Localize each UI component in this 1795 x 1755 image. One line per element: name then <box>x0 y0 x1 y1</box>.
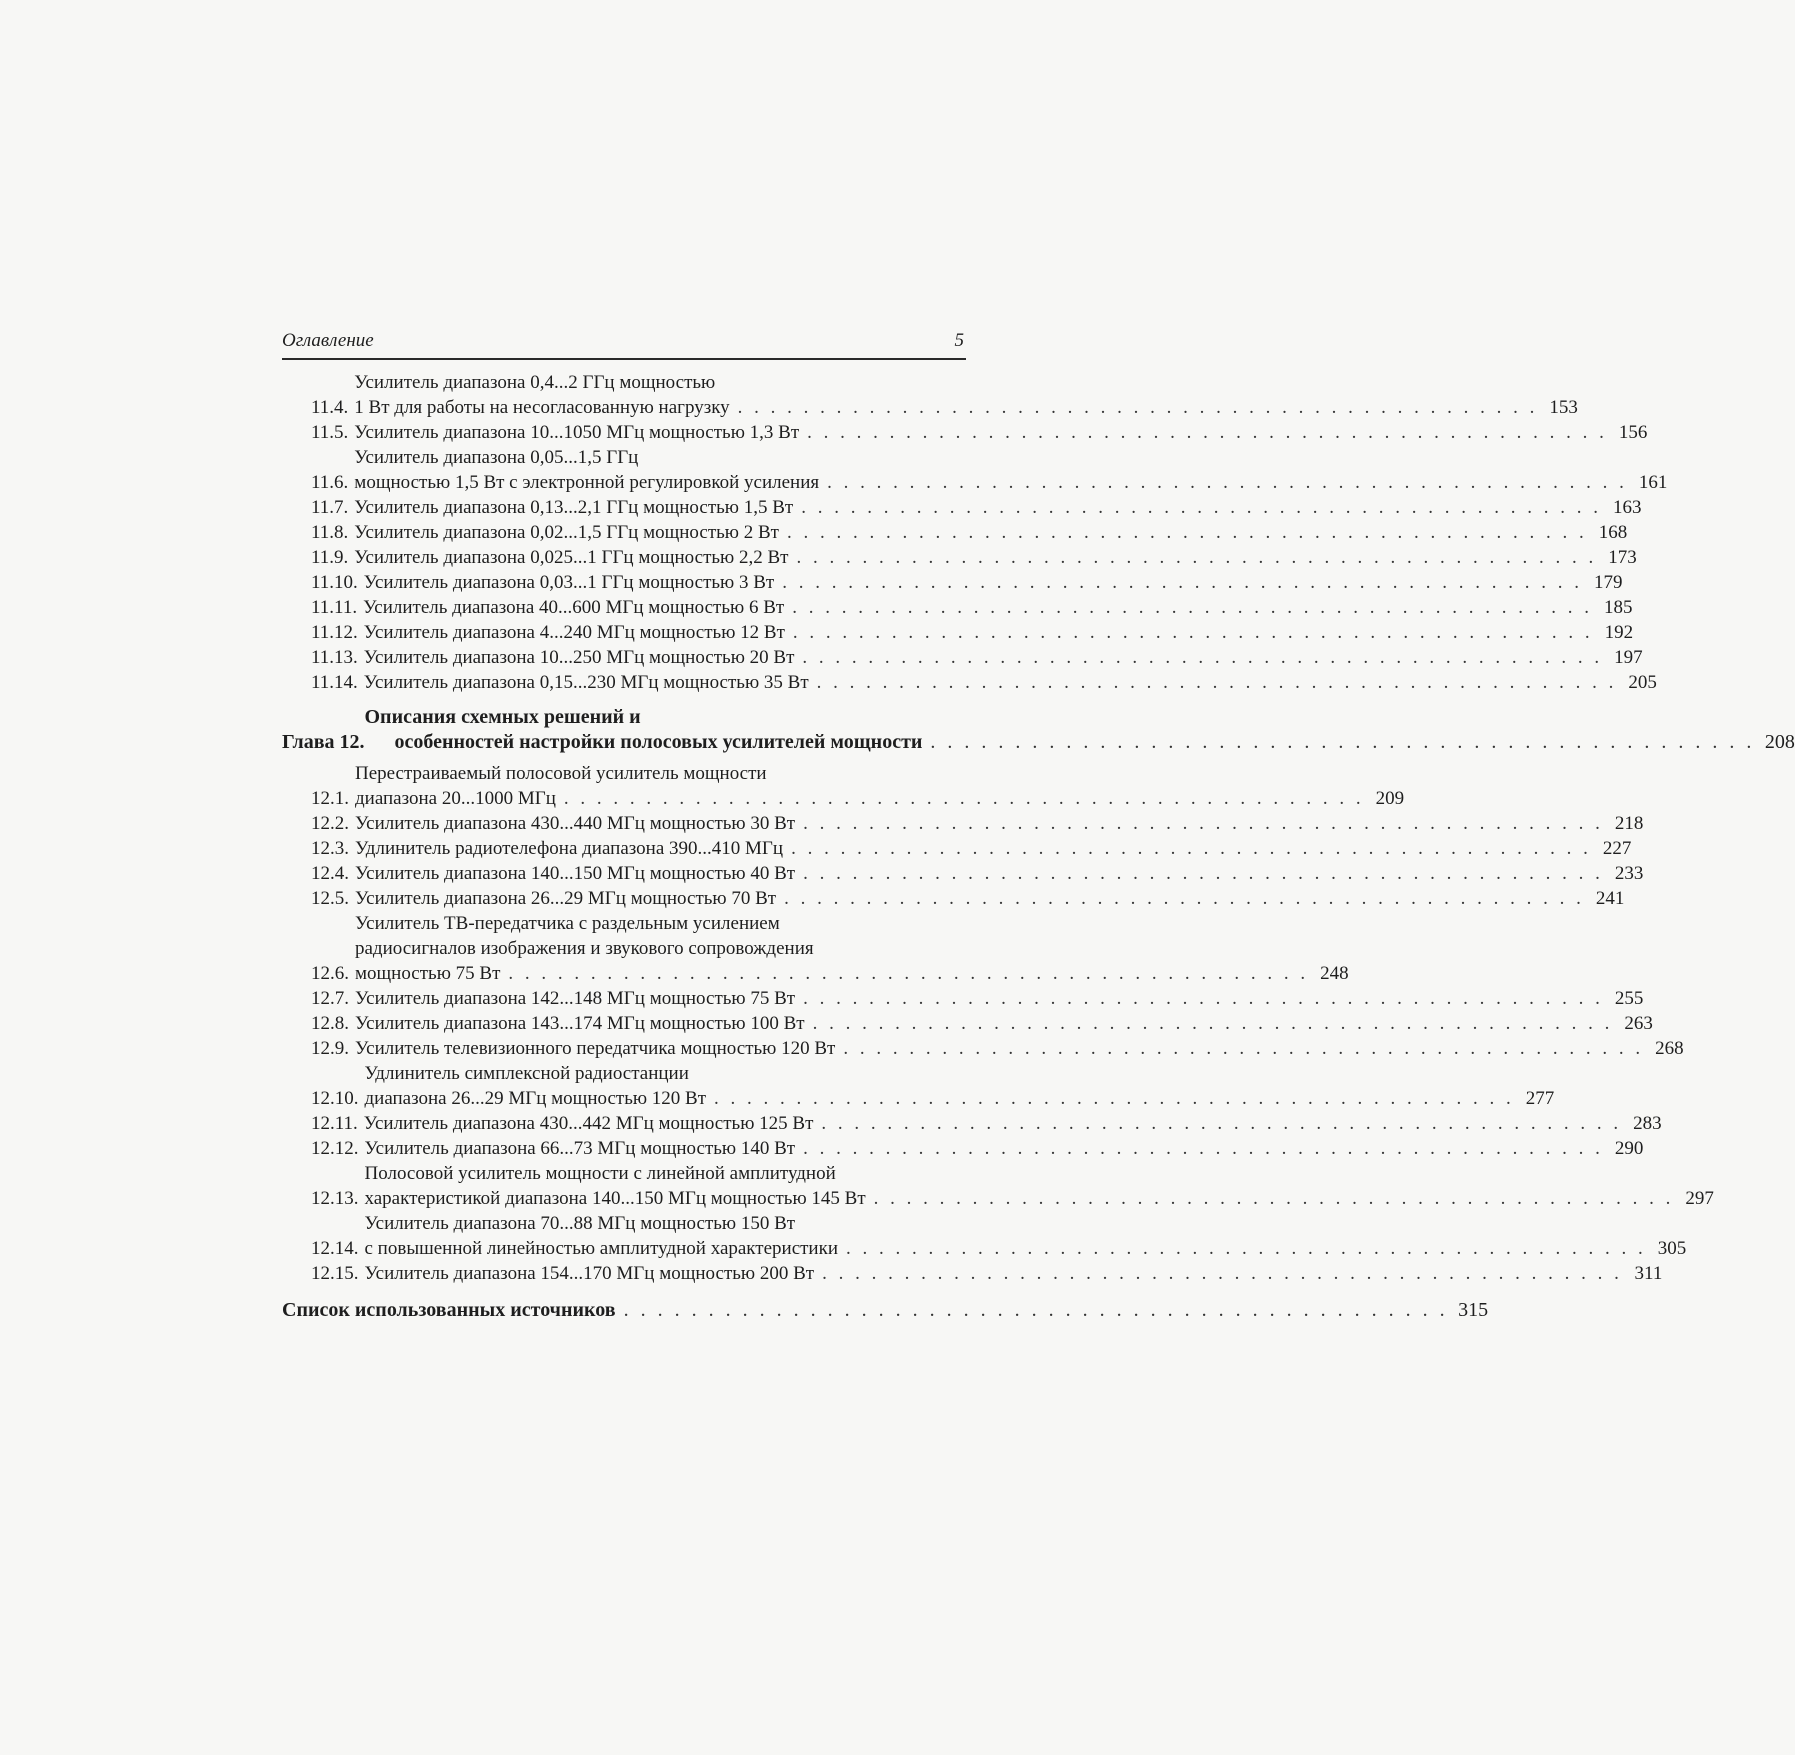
toc-entry-number: 12.1. <box>311 788 349 809</box>
leader-dots: . . . . . . . . . . . . . . . . . . . . . . . . . . . . . . . . . . . . . . . . . . . . . . . . . <box>807 422 1608 443</box>
toc-page-number: 248 <box>1320 963 1349 984</box>
toc-entry-title-line: Усилитель диапазона 4...240 МГц мощностью 12 Вт <box>363 622 785 643</box>
toc-page-number: 205 <box>1628 672 1657 693</box>
toc-section[interactable] <box>282 1011 1653 1036</box>
toc-page-number: 185 <box>1603 597 1633 618</box>
toc-page-number: 163 <box>1612 497 1642 518</box>
leader-dots: . . . . . . . . . . . . . . . . . . . . . . . . . . . . . . . . . . . . . . . . . . . . . . . . . <box>873 1188 1674 1209</box>
leader-dots: . . . . . . . . . . . . . . . . . . . . . . . . . . . . . . . . . . . . . . . . . . . . . . . . . <box>801 497 1602 518</box>
toc-entry-number: 11.10. <box>311 572 358 593</box>
toc-entry-title-line: Усилитель диапазона 0,03...1 ГГц мощностью 3 Вт <box>363 572 775 593</box>
toc-entry-number: 12.6. <box>311 963 349 984</box>
toc-entry-title-line: Удлинитель радиотелефона диапазона 390...410 МГц <box>355 838 784 859</box>
toc-entry-number: 12.7. <box>311 988 349 1009</box>
toc-entry-title-line: с повышенной линейностью амплитудной характеристики <box>364 1238 838 1259</box>
page-number: 5 <box>954 330 964 351</box>
toc-entry-number: 12.12. <box>311 1138 359 1159</box>
toc-entry-number: 11.11. <box>311 597 358 618</box>
toc-page-number: 268 <box>1655 1038 1684 1059</box>
toc-entry-number: 12.9. <box>311 1038 349 1059</box>
toc-section[interactable] <box>282 836 1632 861</box>
toc-section[interactable] <box>282 595 1633 620</box>
toc-section[interactable] <box>282 1111 1662 1136</box>
toc-entry-number: 11.9. <box>311 547 349 568</box>
toc-entry-title-line: 1 Вт для работы на несогласованную нагрузку <box>354 397 730 418</box>
leader-dots: . . . . . . . . . . . . . . . . . . . . . . . . . . . . . . . . . . . . . . . . . . . . . . . . . <box>508 963 1309 984</box>
leader-dots: . . . . . . . . . . . . . . . . . . . . . . . . . . . . . . . . . . . . . . . . . . . . . . . . . <box>827 472 1628 493</box>
toc-page-number: 311 <box>1634 1263 1663 1284</box>
toc-entry-title-line: Описания схемных решений и <box>364 706 641 728</box>
toc-entry-title-line: Усилитель диапазона 66...73 МГц мощностью 140 Вт <box>364 1138 796 1159</box>
toc-page-number: 179 <box>1593 572 1623 593</box>
leader-dots: . . . . . . . . . . . . . . . . . . . . . . . . . . . . . . . . . . . . . . . . . . . . . . . . . <box>822 1263 1623 1284</box>
toc-entry-number: 11.8. <box>311 522 349 543</box>
toc-section[interactable] <box>282 520 1628 545</box>
toc-section[interactable] <box>282 811 1644 836</box>
toc-section[interactable] <box>282 420 1648 445</box>
toc-page-number: 161 <box>1638 472 1668 493</box>
toc-entry-title-line: Усилитель диапазона 430...442 МГц мощностью 125 Вт <box>363 1113 814 1134</box>
toc-section[interactable] <box>282 445 1668 495</box>
toc-section[interactable] <box>282 861 1644 886</box>
leader-dots: . . . . . . . . . . . . . . . . . . . . . . . . . . . . . . . . . . . . . . . . . . . . . . . . . <box>791 838 1592 859</box>
toc-page-number: 153 <box>1549 397 1578 418</box>
toc-entry-title-line: Усилитель диапазона 0,15...230 МГц мощностью 35 Вт <box>363 672 809 693</box>
toc-page-number: 315 <box>1458 1299 1489 1321</box>
toc-page-number: 209 <box>1375 788 1405 809</box>
toc-page-number: 241 <box>1595 888 1625 909</box>
leader-dots: . . . . . . . . . . . . . . . . . . . . . . . . . . . . . . . . . . . . . . . . . . . . . . . . . <box>843 1038 1644 1059</box>
leader-dots: . . . . . . . . . . . . . . . . . . . . . . . . . . . . . . . . . . . . . . . . . . . . . . . . . <box>803 988 1604 1009</box>
toc-entry-title-line: Усилитель диапазона 70...88 МГц мощностью 150 Вт <box>364 1213 796 1234</box>
toc-entry-title-line: Усилитель диапазона 26...29 МГц мощностью 70 Вт <box>355 888 777 909</box>
leader-dots: . . . . . . . . . . . . . . . . . . . . . . . . . . . . . . . . . . . . . . . . . . . . . . . . . <box>714 1088 1515 1109</box>
toc-page-number: 192 <box>1604 622 1634 643</box>
toc-section[interactable] <box>282 1136 1644 1161</box>
toc-entry-title-line: Усилитель диапазона 0,025...1 ГГц мощностью 2,2 Вт <box>354 547 789 568</box>
toc-entry-title-line: Удлинитель симплексной радиостанции <box>364 1063 689 1084</box>
toc-page-number: 173 <box>1608 547 1637 568</box>
toc-section[interactable] <box>282 1036 1684 1061</box>
leader-dots: . . . . . . . . . . . . . . . . . . . . . . . . . . . . . . . . . . . . . . . . . . . . . . . . . <box>563 788 1365 809</box>
toc-page-number: 283 <box>1633 1113 1662 1134</box>
toc-page-number: 290 <box>1614 1138 1644 1159</box>
toc-entry-number: 12.11. <box>311 1113 358 1134</box>
toc-page-number: 168 <box>1598 522 1628 543</box>
toc-entry-number: 11.5. <box>311 422 349 443</box>
toc-section[interactable] <box>282 620 1634 645</box>
toc-entry-title-line: особенностей настройки полосовых усилителей мощности <box>394 731 923 753</box>
leader-dots: . . . . . . . . . . . . . . . . . . . . . . . . . . . . . . . . . . . . . . . . . . . . . . . . . <box>792 597 1593 618</box>
leader-dots: . . . . . . . . . . . . . . . . . . . . . . . . . . . . . . . . . . . . . . . . . . . . . . . . . <box>792 622 1594 643</box>
leader-dots: . . . . . . . . . . . . . . . . . . . . . . . . . . . . . . . . . . . . . . . . . . . . . . . . . <box>803 813 1604 834</box>
table-of-contents <box>282 370 1795 1323</box>
toc-entry-number: 12.2. <box>311 813 349 834</box>
toc-entry-title-line: Усилитель диапазона 430...440 МГц мощностью 30 Вт <box>355 813 796 834</box>
toc-entry-title-line: мощностью 1,5 Вт с электронной регулировкой усиления <box>354 472 820 493</box>
toc-section[interactable] <box>282 1061 1555 1111</box>
toc-page-number: 255 <box>1614 988 1644 1009</box>
toc-page-number: 305 <box>1657 1238 1687 1259</box>
toc-entry-number: 11.12. <box>311 622 358 643</box>
toc-entry-number: 12.14. <box>311 1238 359 1259</box>
leader-dots: . . . . . . . . . . . . . . . . . . . . . . . . . . . . . . . . . . . . . . . . . . . . . . . . . <box>812 1013 1613 1034</box>
running-header-title: Оглавление <box>282 330 374 351</box>
toc-entry-number: 11.13. <box>311 647 358 668</box>
toc-chapter[interactable] <box>282 705 1795 755</box>
toc-section[interactable] <box>282 1161 1714 1211</box>
toc-page-number: 218 <box>1614 813 1644 834</box>
toc-entry-title-line: Усилитель телевизионного передатчика мощностью 120 Вт <box>355 1038 836 1059</box>
toc-entry-title-line: мощностью 75 Вт <box>355 963 501 984</box>
toc-page-number: 297 <box>1685 1188 1714 1209</box>
toc-entry-title-line: характеристикой диапазона 140...150 МГц мощностью 145 Вт <box>364 1188 866 1209</box>
toc-entry-title-line: Полосовой усилитель мощности с линейной амплитудной <box>364 1163 836 1184</box>
toc-entry-number: 11.4. <box>311 397 349 418</box>
leader-dots: . . . . . . . . . . . . . . . . . . . . . . . . . . . . . . . . . . . . . . . . . . . . . . . . . <box>803 1138 1604 1159</box>
toc-entry-title-line: Усилитель диапазона 142...148 МГц мощностью 75 Вт <box>355 988 796 1009</box>
leader-dots: . . . . . . . . . . . . . . . . . . . . . . . . . . . . . . . . . . . . . . . . . . . . . . . . . <box>786 522 1588 543</box>
toc-section[interactable] <box>282 986 1644 1011</box>
toc-section[interactable] <box>282 761 1405 811</box>
toc-entry-title-line: диапазона 20...1000 МГц <box>355 788 556 809</box>
toc-entry-title-line: радиосигналов изображения и звукового сопровождения <box>355 938 814 959</box>
leader-dots: . . . . . . . . . . . . . . . . . . . . . . . . . . . . . . . . . . . . . . . . . . . . . . . . . <box>737 397 1538 418</box>
toc-entry-title-line: Усилитель диапазона 10...250 МГц мощностью 20 Вт <box>363 647 795 668</box>
toc-entry-title-line: Усилитель диапазона 10...1050 МГц мощностью 1,3 Вт <box>354 422 800 443</box>
leader-dots: . . . . . . . . . . . . . . . . . . . . . . . . . . . . . . . . . . . . . . . . . . . . . . . . . <box>930 731 1755 753</box>
toc-entry-title-line: Усилитель диапазона 140...150 МГц мощностью 40 Вт <box>355 863 796 884</box>
toc-page-number: 227 <box>1602 838 1632 859</box>
leader-dots: . . . . . . . . . . . . . . . . . . . . . . . . . . . . . . . . . . . . . . . . . . . . . . . . . <box>821 1113 1622 1134</box>
toc-entry-title-line: Усилитель диапазона 40...600 МГц мощностью 6 Вт <box>363 597 785 618</box>
toc-entry-title-line: Усилитель диапазона 0,05...1,5 ГГц <box>354 447 639 468</box>
leader-dots: . . . . . . . . . . . . . . . . . . . . . . . . . . . . . . . . . . . . . . . . . . . . . . . . . <box>796 547 1597 568</box>
running-header <box>282 330 966 360</box>
leader-dots: . . . . . . . . . . . . . . . . . . . . . . . . . . . . . . . . . . . . . . . . . . . . . . . . . <box>784 888 1585 909</box>
toc-entry-title-line: Усилитель диапазона 143...174 МГц мощностью 100 Вт <box>355 1013 805 1034</box>
leader-dots: . . . . . . . . . . . . . . . . . . . . . . . . . . . . . . . . . . . . . . . . . . . . . . . . . <box>803 863 1604 884</box>
toc-entry-number: 12.10. <box>311 1088 359 1109</box>
toc-section[interactable] <box>282 370 1578 420</box>
leader-dots: . . . . . . . . . . . . . . . . . . . . . . . . . . . . . . . . . . . . . . . . . . . . . . . . . <box>846 1238 1647 1259</box>
toc-entry-number: 11.6. <box>311 472 349 493</box>
toc-entry-number: 12.3. <box>311 838 349 859</box>
toc-page-number: 263 <box>1624 1013 1653 1034</box>
toc-entry-number: 12.13. <box>311 1188 359 1209</box>
toc-entry-title-line: Список использованных источников <box>282 1299 616 1321</box>
leader-dots: . . . . . . . . . . . . . . . . . . . . . . . . . . . . . . . . . . . . . . . . . . . . . . . . . <box>782 572 1583 593</box>
toc-page-number: 233 <box>1614 863 1644 884</box>
toc-section[interactable] <box>282 545 1637 570</box>
toc-entry-title-line: Усилитель ТВ-передатчика с раздельным усилением <box>355 913 780 934</box>
toc-entry-title-line: Перестраиваемый полосовой усилитель мощности <box>355 763 767 784</box>
toc-section[interactable] <box>282 1211 1687 1261</box>
toc-entry-number: 12.15. <box>311 1263 359 1284</box>
toc-entry-number: Глава 12. <box>282 731 365 753</box>
toc-entry-title-line: Усилитель диапазона 154...170 МГц мощностью 200 Вт <box>364 1263 815 1284</box>
toc-section[interactable] <box>282 670 1657 695</box>
toc-section[interactable] <box>282 645 1643 670</box>
toc-page-number: 197 <box>1614 647 1643 668</box>
toc-section[interactable] <box>282 570 1623 595</box>
toc-section[interactable] <box>282 495 1642 520</box>
toc-entry-number: 11.7. <box>311 497 349 518</box>
toc-entry-title-line: диапазона 26...29 МГц мощностью 120 Вт <box>364 1088 707 1109</box>
toc-bibliography[interactable] <box>282 1298 1489 1323</box>
toc-page-number: 208 <box>1764 731 1795 753</box>
toc-section[interactable] <box>282 1261 1663 1286</box>
toc-page-number: 156 <box>1618 422 1648 443</box>
toc-entry-title-line: Усилитель диапазона 0,13...2,1 ГГц мощностью 1,5 Вт <box>354 497 794 518</box>
toc-entry-number: 12.8. <box>311 1013 349 1034</box>
toc-section[interactable] <box>282 911 1349 986</box>
leader-dots: . . . . . . . . . . . . . . . . . . . . . . . . . . . . . . . . . . . . . . . . . . . . . . . . . <box>623 1299 1449 1321</box>
toc-entry-number: 12.5. <box>311 888 349 909</box>
leader-dots: . . . . . . . . . . . . . . . . . . . . . . . . . . . . . . . . . . . . . . . . . . . . . . . . . <box>802 647 1603 668</box>
toc-entry-number: 11.14. <box>311 672 358 693</box>
toc-entry-title-line: Усилитель диапазона 0,02...1,5 ГГц мощностью 2 Вт <box>354 522 779 543</box>
toc-section[interactable] <box>282 886 1625 911</box>
toc-entry-title-line: Усилитель диапазона 0,4...2 ГГц мощностью <box>354 372 716 393</box>
toc-page-number: 277 <box>1525 1088 1555 1109</box>
toc-entry-number: 12.4. <box>311 863 349 884</box>
leader-dots: . . . . . . . . . . . . . . . . . . . . . . . . . . . . . . . . . . . . . . . . . . . . . . . . . <box>816 672 1617 693</box>
